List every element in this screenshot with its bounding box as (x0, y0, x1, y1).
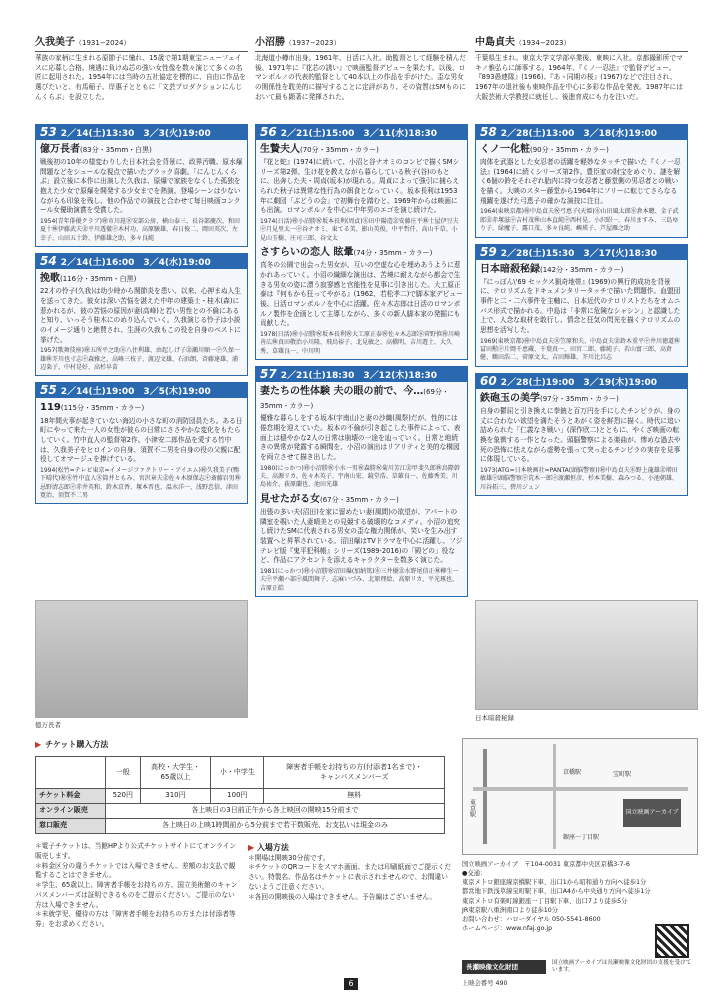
ticket-col: 高校・大学生・ 65歳以上 (140, 757, 211, 789)
program-credits: 1957(歌舞伎座)㊙五所平之助㊌八住利雄、由起しげ子㊎瀬川順一㊉久保一雄㊑芥川也寸志㊉森雅之、高峰三枝子、渡辺文雄、石浜朗、斉藤達雄、浦辺粂子、中村是好、高杉早苗 (40, 347, 240, 372)
program-title: 妻たちの性体験 夫の眼の前で、今…(69分・35mm・カラー) (260, 386, 449, 411)
ticket-cell: 各上映日の上映1時間前から5分前まで若干数販売、お支払いは現金のみ (106, 818, 445, 833)
info-line: お問い合わせ：ハローダイヤル 050-5541-8600 (462, 915, 601, 923)
program-title: くノ一化粧(90分・35mm・カラー) (480, 144, 609, 155)
map-label: 銀座一丁目駅 (563, 834, 600, 841)
foundation-logo: 長瀬映像文化財団 (462, 960, 546, 974)
venue-info (462, 860, 698, 933)
info-line: 東京メトロ銀座線京橋駅下車、出口1から昭和通り方向へ徒歩1分 (462, 879, 647, 887)
program-title: 日本暗殺秘録(142分・35mm・カラー) (480, 263, 624, 275)
program-header: 57 2／21(土)18:30 3／12(木)18:30 (255, 366, 468, 382)
map-label: 京橋駅 (563, 769, 582, 776)
ticket-cell: 各上映日の3日前正午から各上映回の開映15分前まで (106, 803, 445, 818)
ticket-cell: 100円 (211, 789, 264, 804)
admission-heading: 入場方法 (256, 843, 289, 852)
program-synopsis: 真冬の公園で出会った男女が、互いの空虚な心を埋めあうように惹かれあっていく。小沼の繊細な演出は、苦境に耐えながら都会で生きる男女の姿に漂う寂寥感と官能性を見事に引き出した。大工原正泰は『何もかも狂ってやがる』(1962、若松孝二)で脚本家デビュー後、日活ロマンポルノを中心に活躍。佐々木志郎は日活のロマンポルノ製作を企画として主導しながら、多くの新人脚本家の発掘にも貢献した。 (260, 261, 463, 328)
program-title: 億万長者(83分・35mm・白黒) (40, 144, 152, 155)
program-credits: 1978(日活)㊙小沼勝㊗坂本長利㊗大工原正泰㊗佐々木志郎㊌菅野慎㊙川崎善広㊑真田敬治小川隆、飛鳥裕子、北見敏之、高橋明、吉川遊土、大久秀、草薙良一、中川明 (260, 330, 460, 355)
film-still-photo (475, 600, 698, 710)
program-credits: 1973(ATG=日本映画社=PANTA(頭脳警察))㊙中島貞夫㊌野上龍雄㊎増田敏雄㊉頭脳警察㊉荒木一郎㊉渡瀬恒彦、杉本美樹、森みつる、小池朝雄、川谷拓三、碧川ジュン (480, 466, 678, 491)
program-card (475, 389, 688, 496)
program-card (475, 140, 688, 238)
access-map (462, 738, 698, 855)
ticket-col: 障害者手帳をお持ちの方(付添者1名まで)・ キャンパスメンバーズ (264, 757, 445, 789)
director-header-0: 久我美子（1931−2024） (35, 36, 248, 52)
program-card (35, 269, 248, 376)
program-synopsis: 自身の鬱屈と引き換えに拳銃と百万円を手にしたチンピラが、身の丈に合わない欲望を満たそうとあがく姿を鮮烈に描く。時代に追い詰められた「仁義なき戦い」(深作欣二)とともに、やくざ映画の転換を象徴する一作となった。頭脳警察による楽曲が、惨めな過去や死の恐怖に怯えながら虚勢を張って突っ走るチンピラの実存を見事に体現している。 (480, 406, 681, 464)
page-number: 6 (344, 978, 358, 990)
program-header: 54 2／14(土)16:00 3／4(水)19:00 (35, 253, 248, 269)
program-card (35, 398, 248, 504)
director-bio: 千葉県生まれ。東京大学文学部卒業後、東映に入社。京都撮影所でマキノ雅弘らに師事する。1964年、『くノ一忍法』で監督デビュー。『893愚連隊』(1966)、『あゝ同期の桜』(1967)などで注目され、1967年の退社後も東映作品を中心に多彩な作品を発表。1987年には大阪芸術大学教授に就任し、後進育成にも力を注いだ。 (475, 54, 683, 101)
ticket-notes (35, 842, 240, 930)
info-line: 都営地下鉄浅草線宝町駅下車、出口A4から中央通り方向へ徒歩1分 (462, 888, 651, 896)
ticket-heading: ▶ チケット購入方法 (35, 740, 109, 749)
ticket-row-label: 窓口販売 (36, 818, 106, 833)
note-item: ＊学生、65歳以上、障害者手帳をお持ちの方、国立美術館のキャンパスメンバーズは証明できるものをご提示ください。ご提示のない方は入場できません。 (35, 881, 238, 909)
map-label: 東京駅 (468, 799, 476, 817)
qr-code[interactable] (655, 924, 689, 958)
info-line: 東京メトロ有楽町線銀座一丁目駅下車、出口7より徒歩5分 (462, 897, 628, 905)
program-credits: 1974(日活)㊙小沼勝㊗坂本長利(周貞)㊌田中陽造㊎安藤庄平㊑土屋伊豆夫㊉月見里太一㊉谷ナオミ、東てる美、影山英俊、中平哲仟、高山千草、小見山玉樹、庄司三郎、谷文太 (260, 218, 459, 242)
program-title: さすらいの恋人 眩暈(74分・35mm・カラー) (260, 247, 433, 259)
director-bio: 華族の家柄に生まれる原節子に憧れ、15歳で第1期東宝ニューフェイスに応募し合格。境遇に負けぬ芯の強い女性像を数々演じて多くの名匠に起用された。1954年には当時の五社協定を標的に、自由に作品を選びたいと、有馬稲子、岸惠子とともに「文芸プロダクションにんじんくらぶ」を設立した。 (35, 54, 246, 101)
ticket-col: 一般 (106, 757, 141, 789)
film-still-photo (35, 600, 248, 718)
ticket-row-label: オンライン販売 (36, 803, 106, 818)
column-right (475, 52, 688, 496)
program-synopsis: 戦後初の10年の様変わりした日本社会を背景に、政界汚職、原水爆問題などをシュールな視点で描いたブラック喜劇。「にんじんくらぶ」設立後に本作に出演した久我は、原爆で家族をなくした孤独を抱えた少女で原爆を開発する少女までを熱演、登場シーンは少ないながらも印象を残し、他の作品での演技と合わせて毎日映画コンクール女優助演賞を受賞した。 (40, 158, 243, 215)
program-title: 挽歌(116分・35mm・白黒) (40, 273, 137, 285)
program-synopsis: 優雅な暮らしをする坂本(宇南山)と妻の沙織(風祭)だが、性的には倦怠期を迎えていた。坂本の不倫が引き起こした事件によって、表面上は穏やかな2人の日常は崩壊の一途を辿っていく。日常と地続きの異常が発露する瞬間を、小沼の演出はリアリティと美的な構図を両立させて描き出した。 (260, 414, 461, 461)
ticket-row-label: チケット料金 (36, 789, 106, 804)
ticket-cell: 520円 (106, 789, 141, 804)
ticket-cell: 310円 (140, 789, 211, 804)
program-synopsis: 出張の多い夫(沼田)を家に留めたい妻(風間)の欲望が、アパートの隣室を覗いた人妻晴美との見競する破壊的なコメディ。小沼の追究し続けたSMに代表される男女の歪な権力関係が、笑いを生み出す装置へと昇華されている。沼田爆はTVドラマを中心に活躍し、フジテレビ版『鬼平犯科帳』シリーズ(1989-2016)の「殿どの」役など、作品にアクセントを添えるキャラクターを数多く演じた。 (260, 507, 463, 565)
info-line[interactable]: ホームページ：www.nfaj.go.jp (462, 924, 553, 932)
director-header-2: 中島貞夫（1934−2023） (475, 36, 688, 52)
info-line: 国立映画アーカイブ 〒104-0031 東京都中央区京橋3-7-6 (462, 861, 630, 868)
program-synopsis: 『にっぽん\'69 セックス猟奇地帯』(1969)の興行的成功を背景に、テロリズムをドキュメンタリータッチで描いた問題作。血盟団事件と二・二六事件を主軸に、日本近代のテロリストたちをオムニバス形式で描かれる。中島は「非常に危険なシャシン」と認識した上で、人念な取材を敢行し、情念と狂気の閃光を描くテロリズムの思想を活写した。 (480, 277, 681, 334)
ticket-table (35, 756, 445, 834)
program-credits: 1994(松竹=テレビ東京=イメージファクトリー・アイエム)㊙久我美子(鴨下晴代)㊙㊌竹中直人㊌筒井ともみ、宮沢章夫㊎佐々木原保志㊉斎藤岩男㊑忌野清志郎㊉赤井英和、鈴木京香、塚本晋也、温水洋一、浅野忠信、津田寛治、須賀不二男 (40, 466, 241, 499)
program-header: 55 2／14(土)19:00 3／5(木)19:00 (35, 382, 248, 398)
program-header: 59 2／28(土)15:30 3／17(火)18:30 (475, 244, 688, 260)
program-title: 119(115分・35mm・カラー) (40, 402, 145, 414)
program-header: 53 2／14(土)13:30 3／3(火)19:00 (35, 124, 248, 140)
ticket-corner (36, 757, 106, 789)
map-label: 宝町駅 (613, 771, 632, 778)
map-destination: 国立映画アーカイブ (623, 799, 681, 827)
program-credits: 1964(東映京都)㊙中島貞夫㊗弓恵子(天姫)㊌山田風太郎㊌倉本聰、金子武郎㊎赤塚滋㊉吉村茂㊑山本直純㊉西村晃、小沢昭一、春川ますみ、三島ゆり子、緑魔子、露口茂、多々良純、嶼瑛子、芦屋雁之助 (480, 208, 679, 233)
photo-caption: 億万長者 (35, 721, 61, 729)
note-item: ＊チケットのQRコードをスマホ画面、または印刷紙面でご提示ください。特製名、作品名はチケットに表示されませんので、お間違いないようご注意ください。 (248, 863, 452, 892)
admission-notes: ▶ 入場方法 ＊開場は開映30分前です。 ＊チケットのQRコードをスマホ画面、または印刷紙面でご提示ください。特製名、作品名はチケットに表示されませんので、お間違いないようご注意ください。 ＊各回の開映後の入場はできません。予告編はございません。 (248, 843, 452, 901)
column-left (35, 52, 248, 504)
director-bio: 北海道小樽市出身。1961年、日活に入社。助監督として経験を積んだ後、1971年に『花芯の誘い』で映画監督デビューを果たす。以後、ロマンポルノの代表的監督として40本以上の作品を手がけた。歪な男女の関係性を耽美的に描写することに定評があり、その資質はSMものにおいて最も顕著に発揮された。 (255, 54, 466, 101)
program-synopsis: 22才の怜子(久我)は幼少時から関節炎を患い、以来、心押まぬ人生を送ってきた。彼女は深い苦悩を湛えた中年の建築士・桂木(森)に惹かれるが、彼の苦悩の原因が妻(高峰)と若い男性との不倫にあると知り、いっそう桂木にのめり込んでいく。久我演じる怜子は小説のイメージ通りと絶賛され、生涯の久我もこの役を自身のベストに挙げた。 (40, 287, 241, 344)
director-header-1: 小沼勝（1937−2023） (255, 36, 468, 52)
program-title: 見せたがる女(67分・35mm・カラー) (260, 493, 399, 505)
note-item: ＊料金区分の違うチケットでは入場できません。差額のお支払で観覧することはできません。 (35, 861, 236, 880)
program-credits: 1954(青年俳優クラブ)㊙市川崑㊌安部公房、横山泰三、長谷部慶次、和田夏十㊑伊藤武夫㊎平川透徹㊉木村功、高原駿雄、春日俊二、岡田英次、左幸子、山田五十鈴、伊藤雄之助、多々良純 (40, 218, 240, 242)
program-header: 60 2／28(土)19:00 3／19(木)19:00 (475, 373, 688, 389)
program-synopsis: 肉体を武器とした女忍者の活躍を軽妙なタッチで描いた『くノ一忍法』(1964)に続くシリーズ第2作。豊臣家の財宝をめぐり、謎を解く6個の鈴をそれぞれ胎内に持つ女忍者と藤堂側の男忍者との戦いを描く。大映のスター藤堂から1964年にフリーに転じてさらなる飛躍を遂げた弓恵子の確かな演技に注目。 (480, 158, 681, 205)
program-credits: 1981(にっかつ)㊙小沼勝㊗沼田爆(加納篤)㊌三井優㊎水野尾信正㊑柳生一夫㊉平瀬ハ部㊉風間舞子、志麻いづみ、北原理絵、高原リカ、平光琢也、吉原正皓 (260, 567, 459, 592)
program-credits: 1980(にっかつ)㊙小沼勝㊗小水一男㊗森勝㊗菊川芳江㊎甲斐久郎㊑鳥際幹夫、高源リカ、佐々木英子、宇南山宏、鏡堂浩、草薙良一、佐藤秀美、川島祐介、荻原蘭也、池田光雄 (260, 464, 460, 489)
ticket-col: 小・中学生 (211, 757, 264, 789)
sponsor-note: 国立映画アーカイブは長瀬映像文化財団の支援を受けています。 (552, 960, 692, 974)
column-center (255, 52, 468, 597)
program-card (255, 140, 468, 360)
program-synopsis: 18年間火事が起きていない海辺の小さな町の消防団員たち。ある日町にやって来た一人の女性が彼らの日常にささやかな変化をもたらしていく。竹中直人の監督第2作。小津安二郎作品を愛する竹中は、久我美子をヒロインの自身、須賀不二男を自身の役の父親に配役してオマージュを捧げている。 (40, 416, 243, 464)
note-item: ＊開場は開映30分前です。 (248, 853, 330, 862)
note-item: ＊未就学児、優待の方は「障害者手帳をお持ちの方または付添者等券」をお求めください。 (35, 910, 236, 929)
program-header: 56 2／21(土)15:00 3／11(水)18:30 (255, 124, 468, 140)
program-synopsis: 『花と蛇』(1974)に続いて、小沼と谷ナオミのコンビで描くSMシリーズ第2弾。生け花を教えながら暮らしている秋子(谷)のもとに、出奔した夫・周貞(坂本)が現れる。周貞によって強引に捕らえられた秋子は異常な性行為の餌食となっていく。坂本長利は1953年に劇団「ぶどうの会」で初舞台を踏むと、1969年からは映画にも出演。ロマンポルノを中心に中年男のエゴを演じ続けた。 (260, 158, 460, 215)
screening-number: 上映会番号 490 (462, 980, 508, 987)
info-line: JR東京駅八重洲南口より徒歩10分 (462, 906, 559, 914)
program-card (35, 140, 248, 247)
info-line: ●交通： (462, 870, 487, 878)
program-title: 鉄砲玉の美学(97分・35mm・カラー) (480, 392, 619, 404)
note-item: ＊電子チケットは、当館HPより公式チケットサイトにてオンライン販売します。 (35, 842, 237, 860)
program-card (475, 260, 688, 367)
photo-caption: 日本暗殺秘録 (475, 714, 514, 722)
program-card (255, 382, 468, 597)
ticket-cell: 無料 (264, 789, 445, 804)
note-item: ＊各回の開映後の入場はできません。予告編はございません。 (248, 892, 437, 901)
program-credits: 1969(東映京都)㊙中島貞夫㊌笠原和夫、中島貞夫㊎鈴木重平㊉井川徳道㊑冨田勲㊉片岡千恵蔵、千葉真一、田宮二郎、藤純子、若山富三郎、高倉健、鶴田浩二、菅原文太、吉田輝雄、芥川比呂志 (480, 337, 680, 362)
program-title: 生贄夫人(70分・35mm・カラー) (260, 144, 379, 155)
program-header: 58 2／28(土)13:00 3／18(水)19:00 (475, 124, 688, 140)
